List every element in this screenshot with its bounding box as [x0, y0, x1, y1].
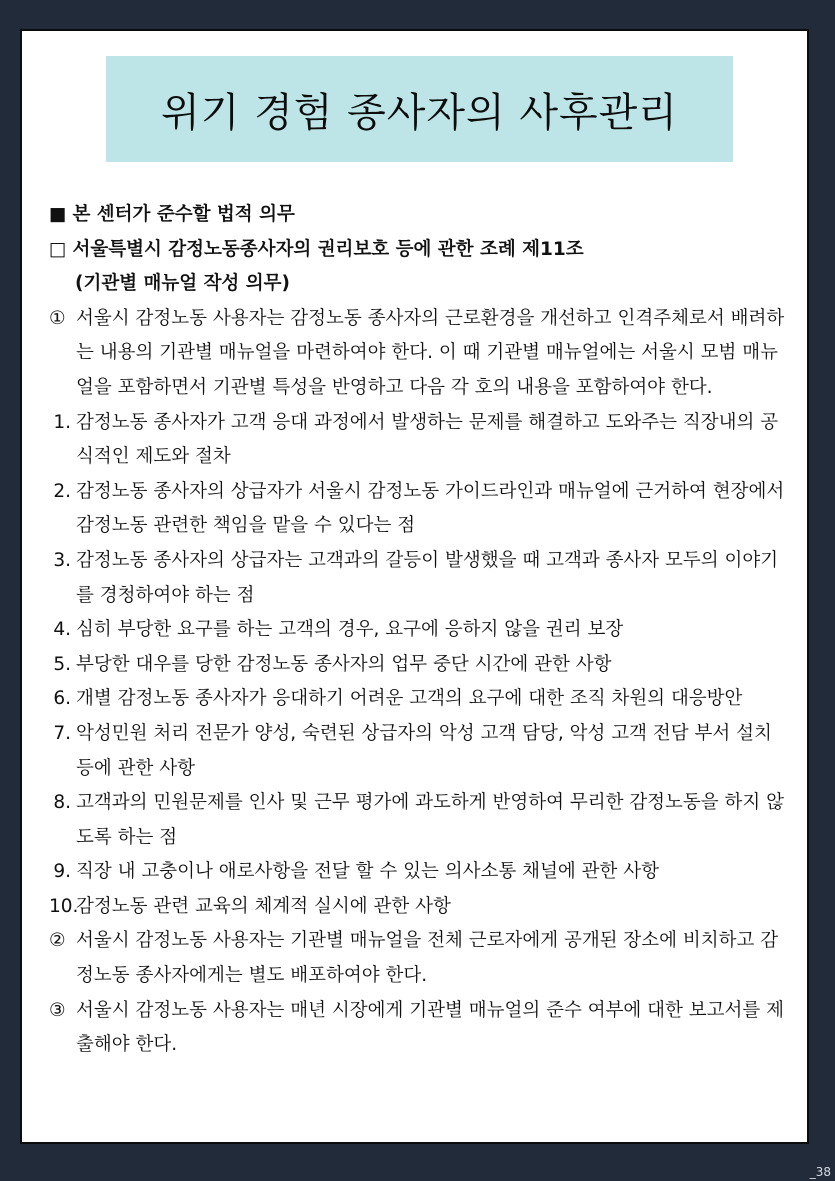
clause-3 [49, 994, 794, 1063]
item-number: 3. [53, 549, 71, 571]
law-heading-subtitle: (기관별 매뉴얼 작성 의무) [75, 273, 290, 295]
item-number: 9. [53, 861, 71, 883]
clause-text: 서울시 감정노동 사용자는 감정노동 종사자의 근로환경을 개선하고 인격주체로서 배려하는 내용의 기관별 매뉴얼을 마련하여야 한다. 이 때 기관별 매뉴얼에는 서울시 모범 매뉴얼을 포함하면서 기관별 특성을 반영하고 다음 각 호의 내용을 포함하여야 한다. [76, 307, 785, 398]
list-item [49, 786, 794, 855]
title-banner [106, 56, 733, 162]
list-item [49, 475, 794, 544]
item-text: 감정노동 종사자가 고객 응대 과정에서 발생하는 문제를 해결하고 도와주는 직장내의 공식적인 제도와 절차 [76, 411, 779, 468]
clause-marker: ② [49, 930, 66, 952]
item-text: 감정노동 종사자의 상급자는 고객과의 갈등이 발생했을 때 고객과 종사자 모두의 이야기를 경청하여야 하는 점 [76, 549, 779, 606]
empty-square-icon: □ [49, 238, 67, 260]
list-item [49, 406, 794, 475]
item-number: 4. [53, 619, 71, 641]
item-text: 부당한 대우를 당한 감정노동 종사자의 업무 중단 시간에 관한 사항 [76, 653, 612, 675]
item-text: 감정노동 관련 교육의 체계적 실시에 관한 사항 [76, 895, 451, 917]
clause-2 [49, 924, 794, 993]
item-number: 6. [53, 688, 71, 710]
item-text: 악성민원 처리 전문가 양성, 숙련된 상급자의 악성 고객 담당, 악성 고객 전담 부서 설치 등에 관한 사항 [76, 722, 772, 779]
item-number: 2. [53, 480, 71, 502]
item-number: 10. [49, 895, 79, 917]
document-page [20, 29, 809, 1144]
clause-marker: ① [49, 307, 66, 329]
item-text: 직장 내 고충이나 애로사항을 전달 할 수 있는 의사소통 채널에 관한 사항 [76, 861, 659, 883]
list-item [49, 682, 794, 717]
law-heading [49, 233, 794, 268]
list-item [49, 855, 794, 890]
item-number: 5. [53, 653, 71, 675]
item-text: 감정노동 종사자의 상급자가 서울시 감정노동 가이드라인과 매뉴얼에 근거하여 현장에서 감정노동 관련한 책임을 맡을 수 있다는 점 [76, 480, 785, 537]
clause-text: 서울시 감정노동 사용자는 기관별 매뉴얼을 전체 근로자에게 공개된 장소에 비치하고 감정노동 종사자에게는 별도 배포하여야 한다. [76, 930, 779, 987]
list-item [49, 613, 794, 648]
list-item [49, 544, 794, 613]
item-number: 8. [53, 792, 71, 814]
clause-1 [49, 302, 794, 406]
clause-marker: ③ [49, 999, 66, 1021]
item-number: 7. [53, 722, 71, 744]
section-heading [49, 198, 794, 233]
page-number: _38 [809, 1165, 831, 1179]
filled-square-icon: ■ [49, 204, 67, 225]
item-number: 1. [53, 411, 71, 433]
item-text: 심히 부당한 요구를 하는 고객의 경우, 요구에 응하지 않을 권리 보장 [76, 619, 624, 641]
list-item [49, 717, 794, 786]
list-item [49, 890, 794, 925]
page-title: 위기 경험 종사자의 사후관리 [161, 89, 678, 136]
list-item [49, 648, 794, 683]
item-text: 고객과의 민원문제를 인사 및 근무 평가에 과도하게 반영하여 무리한 감정노동을 하지 않도록 하는 점 [76, 792, 785, 848]
section-heading-text: 본 센터가 준수할 법적 의무 [72, 204, 295, 225]
document-body [49, 198, 794, 1063]
item-text: 개별 감정노동 종사자가 응대하기 어려운 고객의 요구에 대한 조직 차원의 대응방안 [76, 688, 743, 710]
clause-text: 서울시 감정노동 사용자는 매년 시장에게 기관별 매뉴얼의 준수 여부에 대한 보고서를 제출해야 한다. [76, 999, 785, 1056]
law-heading-text: 서울특별시 감정노동종사자의 권리보호 등에 관한 조례 제11조 [72, 238, 584, 260]
